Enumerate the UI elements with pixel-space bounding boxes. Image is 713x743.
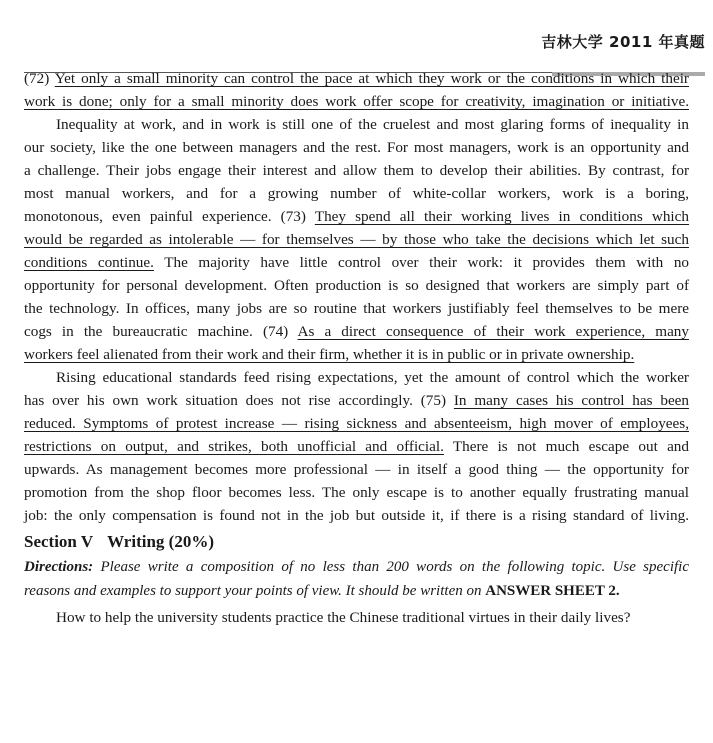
passage-text: the technology. In offices, many jobs are so routine that workers justifiably feel themselves to be mere bbox=[24, 300, 689, 317]
passage-line bbox=[24, 343, 689, 366]
passage-line bbox=[24, 228, 689, 251]
underlined-translation-sentence: conditions continue. bbox=[24, 254, 154, 271]
passage-line bbox=[24, 113, 689, 136]
passage-line bbox=[24, 481, 689, 504]
underlined-translation-sentence: reduced. Symptoms of protest increase — rising sickness and absenteeism, high mover of employees, bbox=[24, 415, 689, 432]
passage-text: promotion from the shop floor becomes less. The only escape is to another equally frustrating manual bbox=[24, 484, 689, 501]
passage-line bbox=[24, 182, 689, 205]
passage-line bbox=[24, 67, 689, 90]
page-header-title: 吉林大学 2011 年真题 bbox=[541, 33, 705, 51]
passage-text: cogs in the bureaucratic machine. (74) bbox=[24, 323, 298, 340]
passage bbox=[24, 67, 689, 527]
directions-label: Directions: bbox=[24, 559, 94, 575]
passage-text: most manual workers, and for a growing number of white-collar workers, work is a boring, bbox=[24, 185, 689, 202]
writing-topic: How to help the university students practice the Chinese traditional virtues in their daily lives? bbox=[56, 609, 631, 626]
passage-line bbox=[24, 504, 689, 527]
section-heading bbox=[24, 532, 214, 552]
passage-text: (72) bbox=[24, 70, 55, 87]
passage-line bbox=[24, 136, 689, 159]
passage-text: There is not much escape out and bbox=[443, 438, 689, 455]
section-number: Section V bbox=[24, 532, 94, 551]
passage-line bbox=[24, 412, 689, 435]
underlined-translation-sentence: As a direct consequence of their work experience, many bbox=[297, 323, 689, 340]
passage-text: job: the only compensation is found not in the job but outside it, if there is a rising standard of living. bbox=[24, 507, 689, 524]
passage-text: a challenge. Their jobs engage their interest and allow them to develop their abilities. By contrast, for bbox=[24, 162, 689, 179]
passage-line bbox=[24, 159, 689, 182]
underlined-translation-sentence: work is done; only for a small minority does work offer scope for creativity, imagination or initiative. bbox=[24, 93, 689, 110]
directions-text: reasons and examples to support your points of view. It should be written on bbox=[24, 583, 482, 599]
passage-text: The majority have little control over their work: it provides them with no bbox=[153, 254, 690, 271]
passage-text: Inequality at work, and in work is still one of the cruelest and most glaring forms of inequality in bbox=[56, 116, 689, 133]
passage-text: has over his own work situation does not rise accordingly. (75) bbox=[24, 392, 454, 409]
passage-line bbox=[24, 366, 689, 389]
underlined-translation-sentence: They spend all their working lives in conditions which bbox=[314, 208, 689, 225]
underlined-translation-sentence: restrictions on output, and strikes, both unofficial and official. bbox=[24, 438, 444, 455]
passage-line bbox=[24, 297, 689, 320]
directions-text: Please write a composition of no less than 200 words on the following topic. Use specific bbox=[100, 559, 689, 575]
passage-line bbox=[24, 274, 689, 297]
passage-text: Rising educational standards feed rising expectations, yet the amount of control which the worker bbox=[56, 369, 689, 386]
passage-line bbox=[24, 90, 689, 113]
passage-text: upwards. As management becomes more professional — in itself a good thing — the opportunity for bbox=[24, 461, 689, 478]
underlined-translation-sentence: Yet only a small minority can control the pace at which they work or the conditions in which their bbox=[54, 70, 689, 87]
underlined-translation-sentence: In many cases his control has been bbox=[453, 392, 690, 409]
underlined-translation-sentence: would be regarded as intolerable — for themselves — by those who take the decisions which let such bbox=[24, 231, 689, 248]
passage-text: our society, like the one between managers and the rest. For most managers, work is an opportunity and bbox=[24, 139, 689, 156]
underlined-translation-sentence: workers feel alienated from their work and their firm, whether it is in public or in private ownership. bbox=[24, 346, 635, 363]
passage-line bbox=[24, 458, 689, 481]
passage-line bbox=[24, 320, 689, 343]
directions bbox=[24, 555, 689, 603]
directions-line bbox=[24, 555, 689, 579]
passage-line bbox=[24, 251, 689, 274]
answer-sheet-label: ANSWER SHEET 2. bbox=[485, 583, 620, 599]
passage-line bbox=[24, 435, 689, 458]
directions-line bbox=[24, 579, 689, 603]
passage-text: monotonous, even painful experience. (73) bbox=[24, 208, 315, 225]
section-title: Writing (20%) bbox=[107, 532, 214, 551]
passage-text: opportunity for personal development. Often production is so designed that workers are simply part of bbox=[24, 277, 689, 294]
passage-line bbox=[24, 389, 689, 412]
passage-line bbox=[24, 205, 689, 228]
